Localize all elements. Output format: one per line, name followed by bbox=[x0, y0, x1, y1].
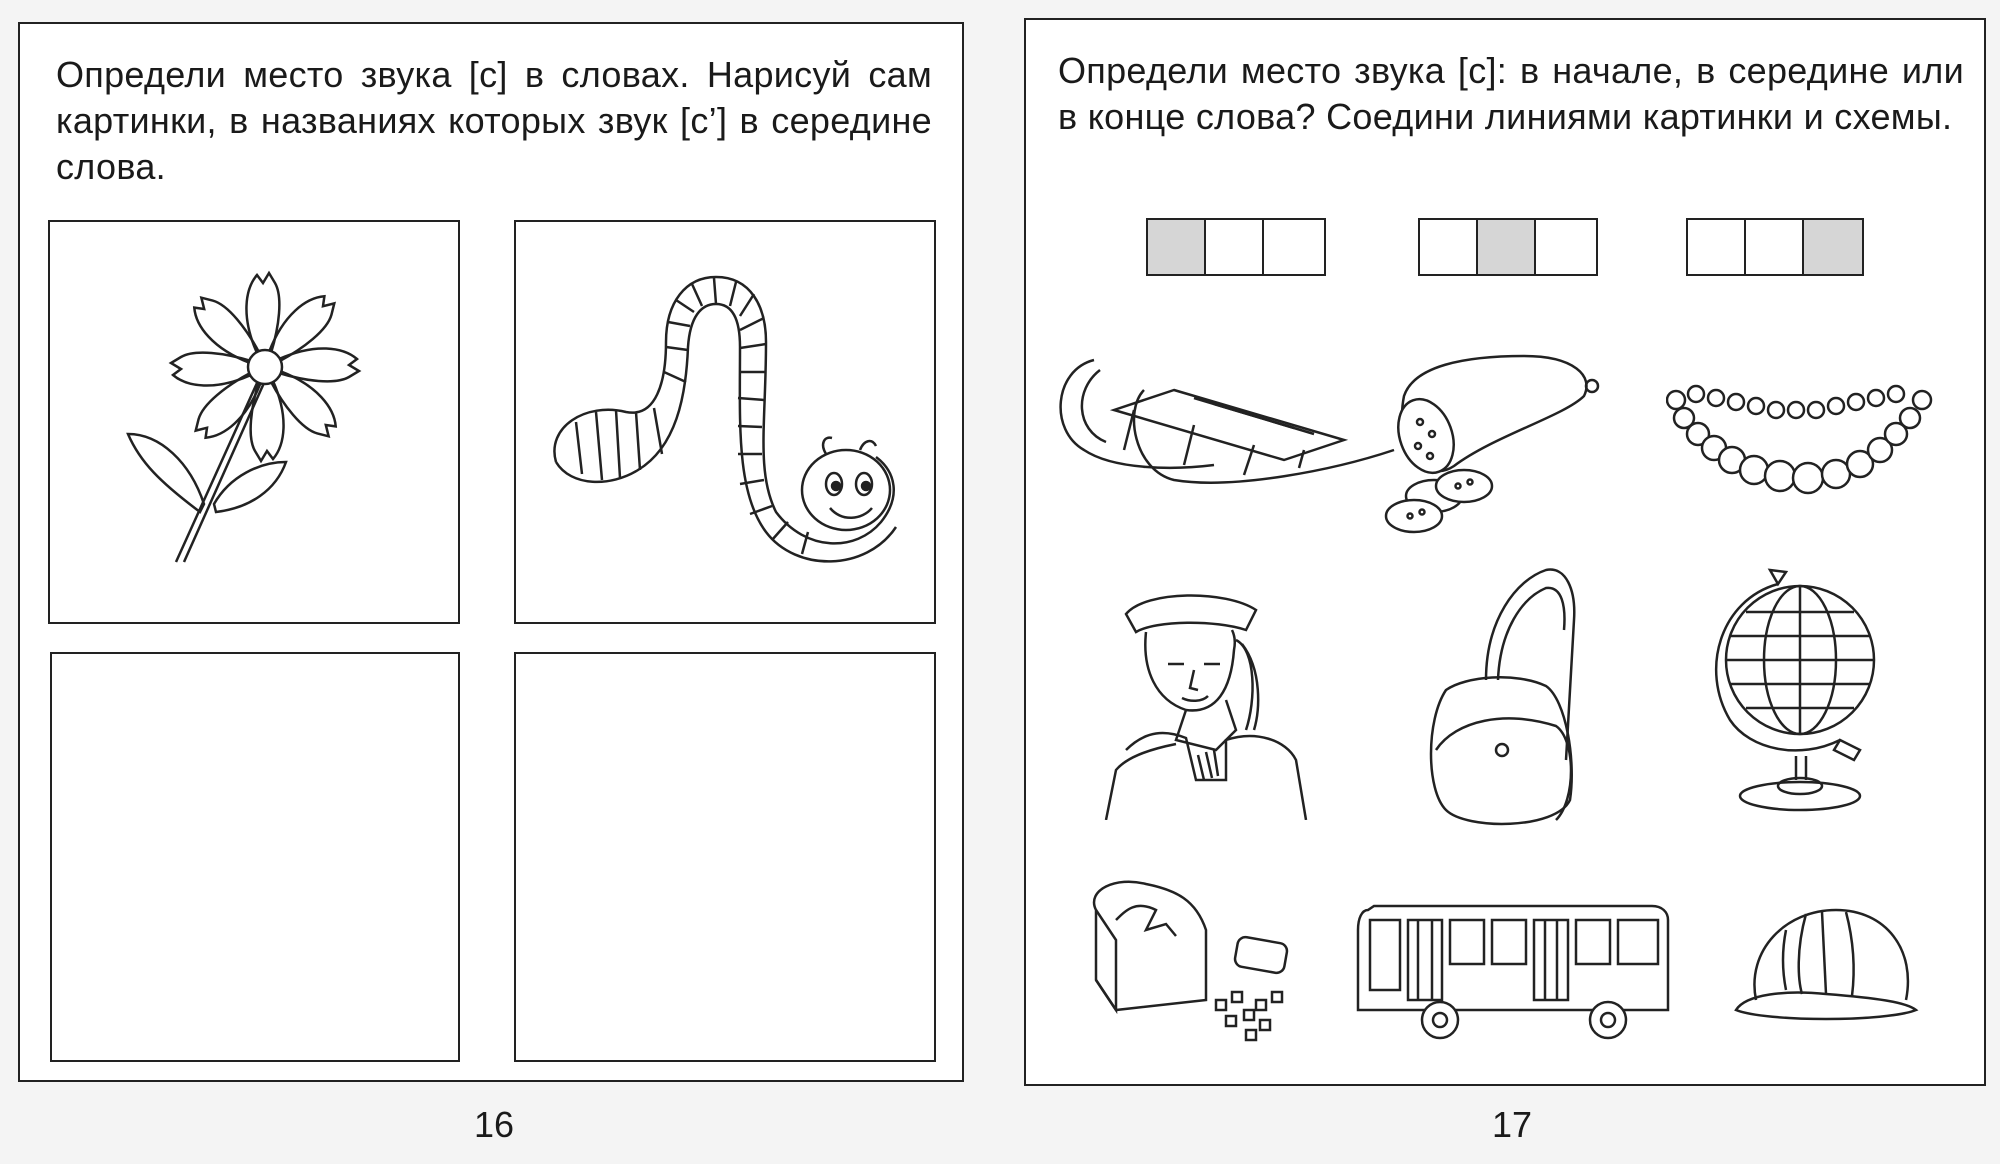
right-page bbox=[1024, 18, 1986, 1086]
left-instruction: Определи место звука [с] в словах. Нарисуй сам картинки, в названиях которых звук [с’] в середине слова. bbox=[56, 54, 932, 187]
scheme-cell bbox=[1264, 220, 1322, 274]
scheme-cell bbox=[1536, 220, 1594, 274]
helmet-icon[interactable] bbox=[1726, 890, 1926, 1040]
right-instruction: Определи место звука [с]: в начале, в середине или в конце слова? Соедини линиями картинки и схемы. bbox=[1058, 50, 1964, 137]
beads-icon[interactable] bbox=[1666, 380, 1936, 500]
scheme-cell bbox=[1148, 220, 1206, 274]
scheme-cell bbox=[1746, 220, 1804, 274]
bus-icon[interactable] bbox=[1348, 890, 1678, 1050]
drawing-box-2[interactable] bbox=[514, 220, 936, 624]
scheme-cell bbox=[1478, 220, 1536, 274]
scheme-cell bbox=[1206, 220, 1264, 274]
caterpillar-icon bbox=[516, 222, 938, 626]
page-number-left: 16 bbox=[473, 1104, 515, 1145]
drawing-box-4[interactable] bbox=[514, 652, 936, 1062]
scheme-end[interactable] bbox=[1686, 218, 1864, 276]
drawing-box-3[interactable] bbox=[50, 652, 460, 1062]
scheme-start[interactable] bbox=[1146, 218, 1326, 276]
left-page bbox=[18, 22, 964, 1082]
scheme-middle[interactable] bbox=[1418, 218, 1598, 276]
sled-icon[interactable] bbox=[1054, 350, 1414, 500]
page-number-right: 17 bbox=[1491, 1104, 1533, 1145]
sailor-icon[interactable] bbox=[1086, 580, 1326, 820]
scheme-cell bbox=[1420, 220, 1478, 274]
globe-icon[interactable] bbox=[1690, 560, 1910, 820]
bag-icon[interactable] bbox=[1406, 560, 1606, 840]
sausage-icon[interactable] bbox=[1374, 336, 1614, 536]
scheme-cell bbox=[1804, 220, 1862, 274]
flower-icon bbox=[50, 222, 462, 626]
scheme-cell bbox=[1688, 220, 1746, 274]
drawing-box-1[interactable] bbox=[48, 220, 460, 624]
bread-icon[interactable] bbox=[1076, 870, 1306, 1050]
